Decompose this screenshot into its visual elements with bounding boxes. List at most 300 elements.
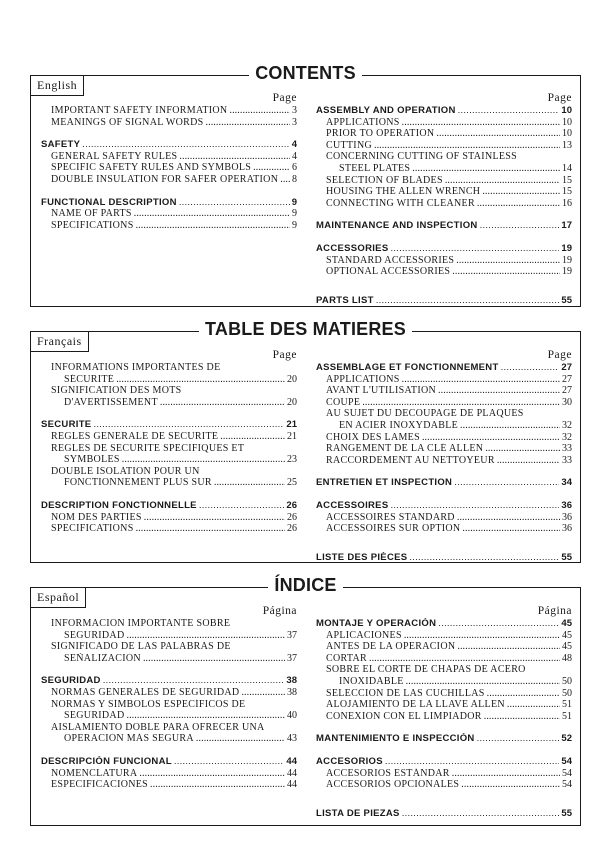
toc-page-number: 20 bbox=[287, 396, 297, 408]
toc-entry-title: NOM DES PARTIES bbox=[51, 511, 142, 523]
toc-entry-title: CHOIX DES LAMES bbox=[326, 431, 420, 443]
toc-page-number: 33 bbox=[562, 454, 572, 466]
toc-entry-title: NORMAS GENERALES DE SEGURIDAD bbox=[51, 686, 240, 698]
toc-spacer bbox=[316, 535, 572, 552]
dot-leader bbox=[412, 163, 560, 175]
toc-entry bbox=[41, 374, 297, 386]
toc-entry-title: NORMAS Y SÍMBOLOS ESPECÍFICOS DE bbox=[51, 698, 246, 710]
toc-entry-title: INOXIDABLE bbox=[339, 675, 404, 687]
toc-entry-title: SPECIFICATIONS bbox=[51, 219, 134, 231]
toc-page-number: 6 bbox=[292, 162, 297, 174]
dot-leader bbox=[501, 362, 560, 374]
dot-leader bbox=[456, 255, 560, 267]
toc-entry bbox=[41, 768, 297, 780]
toc-entry-title: MONTAJE Y OPERACIÓN bbox=[316, 618, 437, 629]
toc-right-column bbox=[316, 92, 572, 306]
toc-entry-title: COUPE bbox=[326, 396, 361, 408]
toc-spacer bbox=[316, 722, 572, 733]
toc-entry bbox=[41, 466, 297, 478]
dot-leader bbox=[82, 139, 289, 151]
toc-entry bbox=[41, 779, 297, 791]
toc-entry bbox=[316, 151, 572, 163]
toc-entry bbox=[316, 443, 572, 455]
toc-entry-title: SYMBOLES bbox=[64, 454, 120, 466]
toc-entry-title: MANTENIMIENTO E INSPECCIÓN bbox=[316, 733, 475, 745]
section-title-text: TABLE DES MATIERES bbox=[199, 319, 412, 339]
toc-entry-title: SIGNIFICADO DE LAS PALABRAS DE bbox=[51, 641, 231, 653]
language-tab: English bbox=[31, 76, 84, 96]
toc-entry bbox=[41, 733, 297, 745]
toc-page-number: 19 bbox=[561, 242, 572, 254]
toc-page-number: 3 bbox=[292, 116, 297, 128]
dot-leader bbox=[143, 653, 285, 665]
toc-entry-title: PARTS LIST bbox=[316, 294, 374, 306]
toc-page-number: 45 bbox=[562, 641, 572, 653]
dot-leader bbox=[369, 653, 560, 665]
toc-entry bbox=[316, 140, 572, 152]
toc-entry-title: CUTTING bbox=[326, 139, 372, 151]
toc-entry-title: ACCESSORIES bbox=[316, 242, 389, 254]
dot-leader bbox=[136, 523, 285, 535]
toc-left-column bbox=[41, 349, 297, 535]
toc-page-number: 27 bbox=[562, 385, 572, 397]
toc-entry-title: EN ACIER INOXYDABLE bbox=[339, 419, 459, 431]
toc-heading-entry bbox=[41, 419, 297, 431]
toc-spacer bbox=[41, 186, 297, 197]
toc-page-number: 25 bbox=[287, 477, 297, 489]
dot-leader bbox=[116, 374, 285, 386]
toc-entry-title: CORTAR bbox=[326, 652, 367, 664]
toc-page-number: 17 bbox=[561, 220, 572, 232]
dot-leader bbox=[126, 710, 285, 722]
toc-entry-title: SECURITE bbox=[41, 419, 92, 431]
toc-entry-title: ASSEMBLY AND OPERATION bbox=[316, 105, 456, 116]
toc-page-number: 45 bbox=[562, 629, 572, 641]
dot-leader bbox=[457, 641, 560, 653]
page-column-label: Page bbox=[272, 349, 297, 361]
toc-page-number: 13 bbox=[562, 139, 572, 151]
section-title-text: CONTENTS bbox=[249, 63, 362, 83]
section-title bbox=[31, 575, 580, 595]
toc-heading-entry bbox=[316, 808, 572, 820]
toc-entry-title: APLICACIONES bbox=[326, 629, 402, 641]
page-column-label: Página bbox=[262, 605, 297, 617]
toc-heading-entry bbox=[316, 618, 572, 630]
toc-entry-title: DOUBLE ISOLATION POUR UN bbox=[51, 465, 200, 477]
toc-heading-entry bbox=[316, 500, 572, 512]
toc-entry-title: CONCERNING CUTTING OF STAINLESS bbox=[326, 151, 518, 163]
toc-entry-title: CONEXION CON EL LIMPIADOR bbox=[326, 710, 482, 722]
toc-page-number: 4 bbox=[291, 139, 297, 151]
toc-heading-entry bbox=[316, 552, 572, 564]
toc-heading-entry bbox=[41, 756, 297, 768]
dot-leader bbox=[122, 454, 285, 466]
dot-leader bbox=[160, 397, 285, 409]
dot-leader bbox=[280, 174, 290, 186]
toc-page-number: 43 bbox=[287, 733, 297, 745]
toc-entry bbox=[316, 641, 572, 653]
dot-leader bbox=[136, 220, 290, 232]
toc-entry-title: LISTA DE PIEZAS bbox=[316, 807, 400, 819]
toc-entry bbox=[41, 220, 297, 232]
dot-leader bbox=[376, 295, 560, 307]
toc-spacer bbox=[41, 128, 297, 139]
toc-heading-entry bbox=[41, 139, 297, 151]
dot-leader bbox=[458, 105, 560, 117]
toc-page-number: 44 bbox=[286, 755, 297, 767]
toc-entry bbox=[316, 374, 572, 386]
toc-entry bbox=[41, 431, 297, 443]
dot-leader bbox=[454, 477, 559, 489]
toc-entry bbox=[316, 255, 572, 267]
toc-left-column bbox=[41, 605, 297, 791]
toc-entry-title: D'AVERTISSEMENT bbox=[64, 396, 158, 408]
toc-entry-title: SÉCURITÉ bbox=[64, 373, 115, 385]
toc-entry-title: STEEL PLATES bbox=[339, 162, 411, 174]
dot-leader bbox=[139, 768, 285, 780]
toc-page-number: 26 bbox=[287, 523, 297, 535]
language-tab: Français bbox=[31, 332, 89, 352]
toc-entry-title: SPECIFICATIONS bbox=[51, 523, 134, 535]
page-column-label: Page bbox=[547, 92, 572, 104]
toc-entry bbox=[41, 174, 297, 186]
toc-page-number: 54 bbox=[562, 779, 572, 791]
toc-entry bbox=[316, 163, 572, 175]
dot-leader bbox=[462, 523, 560, 535]
toc-page-number: 23 bbox=[287, 454, 297, 466]
toc-page-number: 48 bbox=[562, 652, 572, 664]
dot-leader bbox=[220, 431, 285, 443]
dot-leader bbox=[445, 175, 560, 187]
toc-entry-title: SEÑALIZACIÓN bbox=[64, 652, 141, 664]
toc-entry bbox=[41, 385, 297, 397]
toc-spacer bbox=[316, 278, 572, 295]
toc-entry-title: CONNECTING WITH CLEANER bbox=[326, 197, 475, 209]
toc-entry bbox=[41, 512, 297, 524]
toc-entry bbox=[316, 653, 572, 665]
dot-leader bbox=[477, 198, 560, 210]
dot-leader bbox=[409, 552, 559, 564]
toc-page-number: 9 bbox=[292, 208, 297, 220]
toc-entry bbox=[41, 523, 297, 535]
toc-entry-title: SAFETY bbox=[41, 139, 81, 151]
toc-page-number: 27 bbox=[561, 362, 572, 373]
dot-leader bbox=[385, 756, 560, 768]
contents-section-en bbox=[30, 63, 581, 307]
dot-leader bbox=[241, 687, 285, 699]
toc-heading-entry bbox=[316, 243, 572, 255]
dot-leader bbox=[144, 512, 285, 524]
toc-entry-title: ACCESORIOS OPCIONALES bbox=[326, 779, 460, 791]
toc-page-number: 37 bbox=[287, 652, 297, 664]
dot-leader bbox=[487, 688, 560, 700]
toc-spacer bbox=[316, 209, 572, 220]
toc-entry-title: OPTIONAL ACCESSORIES bbox=[326, 266, 451, 278]
toc-entry bbox=[41, 699, 297, 711]
toc-entry bbox=[316, 420, 572, 432]
toc-entry bbox=[316, 676, 572, 688]
toc-page-number: 10 bbox=[562, 128, 572, 140]
toc-entry-title: INFORMATIONS IMPORTANTES DE bbox=[51, 362, 221, 373]
toc-entry-title: AVANT L'UTILISATION bbox=[326, 385, 437, 397]
toc-heading-entry bbox=[41, 675, 297, 687]
dot-leader bbox=[374, 140, 560, 152]
toc-page-number: 55 bbox=[561, 807, 572, 819]
language-tab: Español bbox=[31, 588, 86, 608]
toc-page-number: 8 bbox=[292, 173, 297, 185]
toc-entry-title: RACCORDEMENT AU NETTOYEUR bbox=[326, 454, 495, 466]
dot-leader bbox=[402, 808, 560, 820]
toc-heading-entry bbox=[316, 733, 572, 745]
toc-page-number: 32 bbox=[562, 431, 572, 443]
toc-entry-title: ACCESSOIRES bbox=[316, 499, 389, 511]
dot-leader bbox=[507, 699, 560, 711]
toc-page-number: 51 bbox=[562, 710, 572, 722]
toc-page-number: 10 bbox=[562, 116, 572, 128]
toc-entry bbox=[41, 630, 297, 642]
toc-page-number: 16 bbox=[562, 197, 572, 209]
toc-page-number: 51 bbox=[562, 699, 572, 711]
dot-leader bbox=[390, 500, 559, 512]
toc-page-number: 55 bbox=[561, 551, 572, 563]
dot-leader bbox=[134, 208, 290, 220]
toc-entry bbox=[41, 397, 297, 409]
dot-leader bbox=[436, 128, 560, 140]
toc-entry-title: DOUBLE INSULATION FOR SAFER OPERATION bbox=[51, 173, 279, 185]
dot-leader bbox=[438, 618, 559, 630]
dot-leader bbox=[484, 711, 560, 723]
toc-entry-title: APPLICATIONS bbox=[326, 373, 400, 385]
toc-entry-title: SEGURIDAD bbox=[64, 629, 125, 641]
page-column-label: Page bbox=[272, 92, 297, 104]
toc-entry-title: DESCRIPCIÓN FUNCIONAL bbox=[41, 755, 172, 767]
toc-entry bbox=[41, 105, 297, 117]
toc-page-number: 15 bbox=[562, 174, 572, 186]
toc-entry-title: REGLES GENERALE DE SECURITE bbox=[51, 430, 219, 442]
toc-entry bbox=[41, 710, 297, 722]
toc-entry-title: AU SUJET DU DECOUPAGE DE PLAQUES bbox=[326, 408, 524, 420]
toc-heading-entry bbox=[41, 500, 297, 512]
dot-leader bbox=[126, 630, 285, 642]
dot-leader bbox=[93, 419, 284, 431]
toc-entry-title: MAINTENANCE AND INSPECTION bbox=[316, 220, 478, 232]
toc-page-number: 4 bbox=[292, 150, 297, 162]
toc-entry bbox=[316, 432, 572, 444]
toc-right-column bbox=[316, 605, 572, 819]
toc-entry bbox=[316, 198, 572, 210]
toc-page-number: 34 bbox=[561, 477, 572, 489]
toc-page-number: 15 bbox=[562, 186, 572, 198]
toc-page-number: 32 bbox=[562, 419, 572, 431]
toc-page-number: 27 bbox=[562, 373, 572, 385]
dot-leader bbox=[482, 186, 560, 198]
dot-leader bbox=[406, 676, 560, 688]
dot-leader bbox=[480, 220, 560, 232]
toc-page-number: 10 bbox=[561, 105, 572, 116]
toc-page-number: 40 bbox=[287, 710, 297, 722]
section-title bbox=[31, 319, 580, 339]
toc-entry bbox=[316, 175, 572, 187]
toc-entry-title: NOMENCLATURA bbox=[51, 767, 138, 779]
toc-page-number: 44 bbox=[287, 779, 297, 791]
toc-spacer bbox=[41, 408, 297, 419]
toc-entry bbox=[41, 443, 297, 455]
dot-leader bbox=[460, 420, 560, 432]
toc-page-number: 36 bbox=[561, 499, 572, 511]
toc-entry bbox=[41, 653, 297, 665]
toc-spacer bbox=[41, 664, 297, 675]
section-title bbox=[31, 63, 580, 83]
toc-entry-title: APPLICATIONS bbox=[326, 116, 400, 128]
toc-page-number: 19 bbox=[562, 254, 572, 266]
dot-leader bbox=[150, 779, 285, 791]
toc-page-number: 52 bbox=[561, 733, 572, 745]
toc-entry-title: GENERAL SAFETY RULES bbox=[51, 150, 178, 162]
dot-leader bbox=[402, 374, 560, 386]
dot-leader bbox=[390, 243, 559, 255]
toc-entry-title: ACCESORIOS ESTÁNDAR bbox=[326, 767, 450, 779]
toc-entry bbox=[41, 454, 297, 466]
toc-entry bbox=[316, 455, 572, 467]
toc-entry bbox=[41, 477, 297, 489]
page-column-label: Page bbox=[547, 349, 572, 361]
toc-entry-title: PRIOR TO OPERATION bbox=[326, 128, 435, 140]
toc-entry bbox=[41, 151, 297, 163]
toc-spacer bbox=[316, 232, 572, 243]
dot-leader bbox=[196, 733, 285, 745]
toc-entry bbox=[41, 687, 297, 699]
toc-heading-entry bbox=[316, 477, 572, 489]
toc-entry-title: ACCESSOIRES STANDARD bbox=[326, 511, 455, 523]
toc-entry-title: OPERACIÓN MÁS SEGURA bbox=[64, 733, 194, 745]
contents-section-es bbox=[30, 575, 581, 826]
toc-heading-entry bbox=[316, 105, 572, 117]
toc-heading-entry bbox=[316, 295, 572, 307]
toc-entry bbox=[41, 641, 297, 653]
dot-leader bbox=[452, 266, 560, 278]
toc-entry-title: REGLES DE SECURITE SPECIFIQUES ET bbox=[51, 442, 245, 454]
toc-entry-title: RANGEMENT DE LA CLÉ ALLEN bbox=[326, 443, 484, 455]
toc-entry-title: FUNCTIONAL DESCRIPTION bbox=[41, 196, 177, 208]
toc-entry bbox=[316, 266, 572, 278]
toc-page-number: 50 bbox=[562, 687, 572, 699]
page-column-label: Página bbox=[537, 605, 572, 617]
toc-entry bbox=[316, 523, 572, 535]
dot-leader bbox=[199, 500, 285, 512]
toc-page-number: 54 bbox=[562, 767, 572, 779]
toc-entry-title: AISLAMIENTO DOBLE PARA OFRECER UNA bbox=[51, 721, 265, 733]
toc-entry-title: SOBRE EL CORTE DE CHAPAS DE ACERO bbox=[326, 664, 526, 676]
toc-entry-title: IMPORTANT SAFETY INFORMATION bbox=[51, 105, 228, 116]
toc-page-number: 38 bbox=[287, 686, 297, 698]
toc-entry-title: HOUSING THE ALLEN WRENCH bbox=[326, 186, 481, 198]
toc-page-number: 9 bbox=[292, 219, 297, 231]
dot-leader bbox=[404, 630, 560, 642]
toc-page-number: 3 bbox=[292, 105, 297, 116]
toc-entry-title: MEANINGS OF SIGNAL WORDS bbox=[51, 116, 204, 128]
toc-page-number: 36 bbox=[562, 511, 572, 523]
toc-spacer bbox=[41, 489, 297, 500]
dot-leader bbox=[362, 397, 560, 409]
dot-leader bbox=[253, 162, 290, 174]
toc-entry-title: NAME OF PARTS bbox=[51, 208, 132, 220]
dot-leader bbox=[497, 455, 560, 467]
toc-entry-title: FONCTIONNEMENT PLUS SUR bbox=[64, 477, 212, 489]
toc-entry-title: LISTE DES PIÈCES bbox=[316, 551, 408, 563]
toc-entry bbox=[316, 711, 572, 723]
dot-leader bbox=[174, 756, 285, 768]
toc-entry bbox=[41, 117, 297, 129]
toc-heading-entry bbox=[41, 197, 297, 209]
toc-entry bbox=[316, 664, 572, 676]
toc-spacer bbox=[316, 466, 572, 477]
toc-entry-title: ALOJAMIENTO DE LA LLAVE ALLEN bbox=[326, 699, 505, 711]
toc-page-number: 14 bbox=[562, 162, 572, 174]
toc-spacer bbox=[316, 791, 572, 808]
toc-entry bbox=[41, 618, 297, 630]
toc-page-number: 55 bbox=[561, 294, 572, 306]
toc-page-number: 21 bbox=[287, 430, 297, 442]
toc-entry bbox=[316, 385, 572, 397]
toc-entry bbox=[316, 128, 572, 140]
toc-page-number: 26 bbox=[286, 499, 297, 511]
dot-leader bbox=[452, 768, 560, 780]
toc-entry-title: SELECCION DE LAS CUCHILLAS bbox=[326, 687, 485, 699]
toc-page-number: 36 bbox=[562, 523, 572, 535]
toc-entry-title: SELECTION OF BLADES bbox=[326, 174, 443, 186]
toc-page-number: 19 bbox=[562, 266, 572, 278]
contents-section-fr bbox=[30, 319, 581, 563]
dot-leader bbox=[477, 733, 560, 745]
toc-entry bbox=[316, 408, 572, 420]
toc-entry bbox=[41, 162, 297, 174]
toc-page-number: 9 bbox=[291, 196, 297, 208]
dot-leader bbox=[229, 105, 290, 117]
toc-left-column bbox=[41, 92, 297, 231]
toc-entry bbox=[316, 779, 572, 791]
toc-page-number: 26 bbox=[287, 511, 297, 523]
toc-entry-title: ESPECIFICACIONES bbox=[51, 779, 149, 791]
dot-leader bbox=[402, 117, 560, 129]
toc-right-column bbox=[316, 349, 572, 563]
toc-entry-title: ASSEMBLAGE ET FONCTIONNEMENT bbox=[316, 362, 499, 373]
toc-entry bbox=[41, 722, 297, 734]
dot-leader bbox=[457, 512, 560, 524]
dot-leader bbox=[103, 675, 285, 687]
toc-heading-entry bbox=[316, 220, 572, 232]
toc-entry bbox=[316, 699, 572, 711]
toc-entry-title: INFORMACIÓN IMPORTANTE SOBRE bbox=[51, 618, 231, 629]
toc-page-number: 45 bbox=[561, 618, 572, 629]
toc-page-number: 54 bbox=[561, 755, 572, 767]
toc-page-number: 30 bbox=[562, 396, 572, 408]
dot-leader bbox=[438, 385, 560, 397]
toc-page-number: 38 bbox=[286, 675, 297, 687]
toc-entry bbox=[316, 512, 572, 524]
toc-entry-title: ACCESSOIRES SUR OPTION bbox=[326, 523, 461, 535]
toc-heading-entry bbox=[316, 756, 572, 768]
toc-entry-title: SEGURIDAD bbox=[41, 675, 101, 687]
toc-entry bbox=[316, 630, 572, 642]
toc-entry bbox=[316, 117, 572, 129]
toc-entry-title: ANTES DE LA OPERACIÓN bbox=[326, 641, 456, 653]
dot-leader bbox=[214, 477, 285, 489]
toc-page-number: 33 bbox=[562, 443, 572, 455]
section-title-text: ÍNDICE bbox=[268, 575, 342, 595]
toc-page-number: 20 bbox=[287, 373, 297, 385]
toc-entry-title: STANDARD ACCESSORIES bbox=[326, 254, 455, 266]
toc-entry bbox=[41, 362, 297, 374]
